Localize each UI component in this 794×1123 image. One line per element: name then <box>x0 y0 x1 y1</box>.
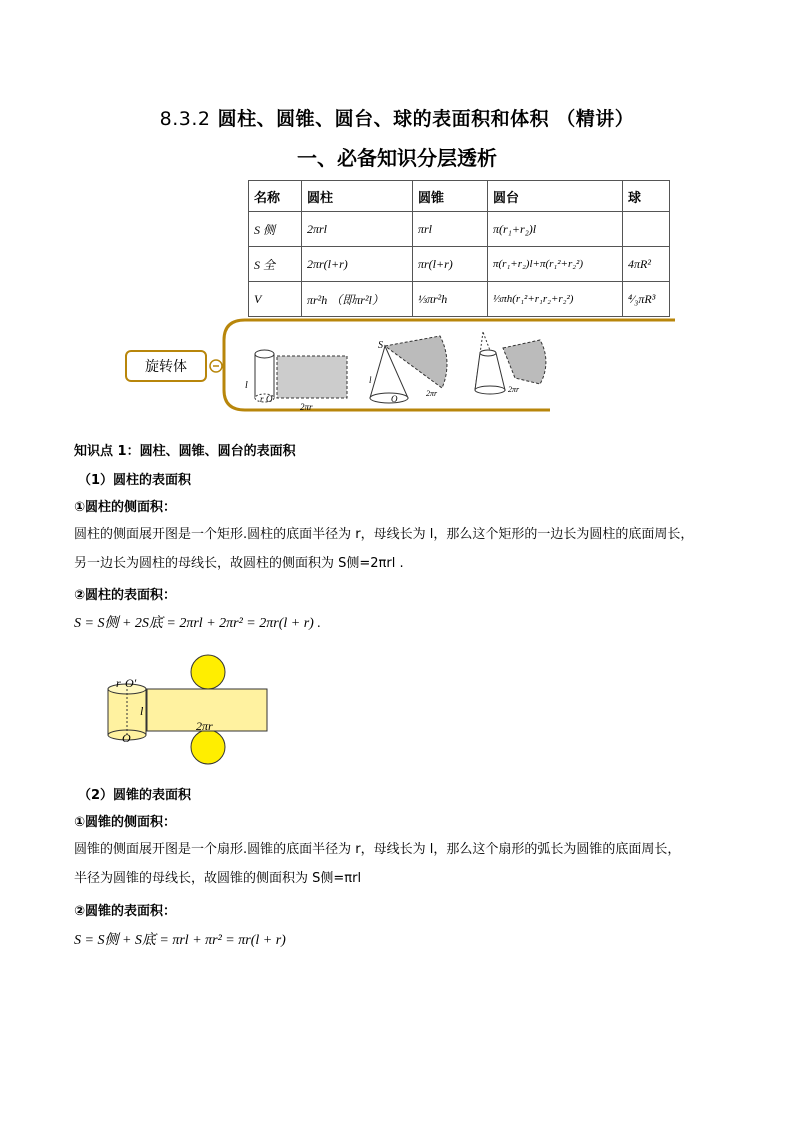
kp1-formula: S = S侧 + 2S底 = 2πrl + 2πr² = 2πr(l + r) . <box>74 616 321 631</box>
title-text: 圆柱、圆锥、圆台、球的表面积和体积 <box>217 108 550 130</box>
table-header: 圆台 <box>488 181 623 212</box>
row-label: S 侧 <box>249 212 302 247</box>
table-cell <box>623 212 670 247</box>
kp1-heading: 知识点 1：圆柱、圆锥、圆台的表面积 <box>74 444 296 459</box>
table-cell: πr²h （即πr²l） <box>302 282 413 317</box>
table-cell: ⅓πh(r₁²+r₁r₂+r₂²) <box>488 282 623 317</box>
table-row <box>249 282 670 317</box>
svg-text:O: O <box>391 394 398 404</box>
cone-unfold-icon <box>369 336 447 404</box>
top-circle <box>191 655 225 689</box>
cylinder-unfold-icon <box>245 350 347 412</box>
formula-table <box>248 180 670 317</box>
kp1-paragraph: 圆锥的侧面展开图是一个扇形.圆锥的底面半径为 r，母线长为 l，那么这个扇形的弧长为圆锥的底面周长， <box>74 842 681 857</box>
svg-text:r: r <box>260 394 264 404</box>
table-header-row <box>249 181 670 212</box>
svg-text:2πr: 2πr <box>426 389 438 398</box>
table-cell: 4πR² <box>623 247 670 282</box>
kp1-sub1: （1）圆柱的表面积 <box>78 473 192 488</box>
cylinder-net-diagram <box>100 650 280 770</box>
bottom-circle <box>191 730 225 764</box>
mindmap-node-label: 旋转体 <box>145 359 187 375</box>
kp1-item4: ②圆锥的表面积： <box>74 904 177 919</box>
svg-text:l: l <box>140 704 144 718</box>
table-header: 圆柱 <box>302 181 413 212</box>
table-cell: π(r₁+r₂)l <box>488 212 623 247</box>
table-header: 圆锥 <box>413 181 488 212</box>
table-row <box>249 212 670 247</box>
table-header: 名称 <box>249 181 302 212</box>
kp1-paragraph: 半径为圆锥的母线长，故圆锥的侧面积为 S侧=πrl <box>74 871 362 886</box>
title-tag: （精讲） <box>556 108 635 130</box>
table-cell: 2πrl <box>302 212 413 247</box>
svg-text:O: O <box>122 731 131 745</box>
section-subtitle: 一、必备知识分层透析 <box>297 146 497 170</box>
page-title <box>0 104 794 131</box>
kp1-item3: ①圆锥的侧面积： <box>74 815 177 830</box>
kp1-sub2: （2）圆锥的表面积 <box>78 788 192 803</box>
kp1-item2: ②圆柱的表面积： <box>74 588 177 603</box>
section-number: 8.3.2 <box>159 108 211 130</box>
kp1-item1: ①圆柱的侧面积： <box>74 500 177 515</box>
table-cell: π(r₁+r₂)l+π(r₁²+r₂²) <box>488 247 623 282</box>
kp1-formula: S = S侧 + S底 = πrl + πr² = πr(l + r) <box>74 933 286 948</box>
table-cell: πr(l+r) <box>413 247 488 282</box>
svg-text:2πr: 2πr <box>508 385 520 394</box>
rotation-body-mindmap <box>120 318 680 418</box>
svg-text:S: S <box>378 340 383 351</box>
table-cell: 2πr(l+r) <box>302 247 413 282</box>
row-label: V <box>249 282 302 317</box>
table-cell: πrl <box>413 212 488 247</box>
kp1-paragraph: 另一边长为圆柱的母线长，故圆柱的侧面积为 S侧=2πrl . <box>74 556 404 571</box>
kp1-paragraph: 圆柱的侧面展开图是一个矩形.圆柱的底面半径为 r，母线长为 l，那么这个矩形的一边长为圆柱的底面周长， <box>74 527 694 542</box>
svg-text:r: r <box>116 676 121 690</box>
svg-text:O: O <box>266 394 273 404</box>
svg-text:2πr: 2πr <box>300 402 313 412</box>
row-label: S 全 <box>249 247 302 282</box>
table-row <box>249 247 670 282</box>
svg-text:l: l <box>369 375 372 385</box>
svg-text:O′: O′ <box>125 676 137 690</box>
frustum-unfold-icon <box>475 332 546 394</box>
svg-text:2πr: 2πr <box>196 719 213 733</box>
table-cell: ⁴⁄₃πR³ <box>623 282 670 317</box>
table-header: 球 <box>623 181 670 212</box>
table-cell: ⅓πr²h <box>413 282 488 317</box>
svg-text:l: l <box>245 380 248 391</box>
